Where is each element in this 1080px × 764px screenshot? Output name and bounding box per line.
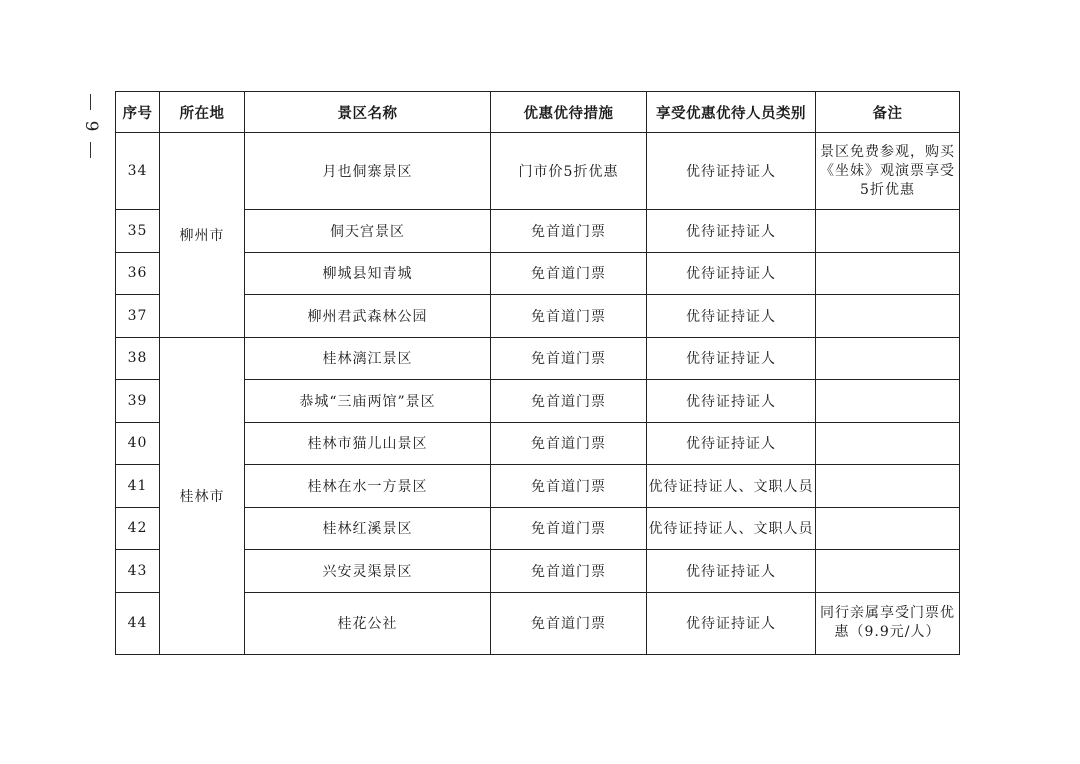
discount-measure: 免首道门票	[491, 210, 647, 253]
page-number	[80, 94, 102, 158]
discount-measure: 免首道门票	[491, 550, 647, 593]
row-no: 37	[116, 295, 160, 338]
scenic-name: 侗天宫景区	[245, 210, 491, 253]
note-cell	[816, 295, 960, 338]
discount-measure: 免首道门票	[491, 422, 647, 465]
row-no: 42	[116, 507, 160, 550]
scenic-name: 兴安灵渠景区	[245, 550, 491, 593]
note-cell	[816, 252, 960, 295]
header-location: 所在地	[160, 92, 245, 133]
eligible-category: 优待证持证人	[647, 422, 816, 465]
row-no: 38	[116, 337, 160, 380]
scenic-name: 桂林漓江景区	[245, 337, 491, 380]
note-cell: 景区免费参观，购买《坐妹》观演票享受5折优惠	[816, 133, 960, 210]
eligible-category: 优待证持证人	[647, 592, 816, 654]
note-cell	[816, 380, 960, 423]
eligible-category: 优待证持证人	[647, 252, 816, 295]
eligible-category: 优待证持证人	[647, 337, 816, 380]
note-cell	[816, 337, 960, 380]
table-row	[116, 133, 960, 210]
scenic-name: 柳城县知青城	[245, 252, 491, 295]
discount-measure: 免首道门票	[491, 337, 647, 380]
discount-measure: 免首道门票	[491, 295, 647, 338]
location-cell: 桂林市	[160, 337, 245, 654]
row-no: 39	[116, 380, 160, 423]
scenic-name: 桂林在水一方景区	[245, 465, 491, 508]
note-cell	[816, 550, 960, 593]
discount-measure: 免首道门票	[491, 507, 647, 550]
eligible-category: 优待证持证人	[647, 380, 816, 423]
note-cell	[816, 422, 960, 465]
discount-table	[115, 91, 960, 655]
header-scenic-name: 景区名称	[245, 92, 491, 133]
scenic-name: 桂林市猫儿山景区	[245, 422, 491, 465]
row-no: 34	[116, 133, 160, 210]
note-cell	[816, 465, 960, 508]
note-cell: 同行亲属享受门票优惠（9.9元/人）	[816, 592, 960, 654]
eligible-category: 优待证持证人、文职人员	[647, 465, 816, 508]
row-no: 41	[116, 465, 160, 508]
discount-measure: 免首道门票	[491, 252, 647, 295]
table-row	[116, 337, 960, 380]
row-no: 40	[116, 422, 160, 465]
header-category: 享受优惠优待人员类别	[647, 92, 816, 133]
header-note: 备注	[816, 92, 960, 133]
eligible-category: 优待证持证人、文职人员	[647, 507, 816, 550]
eligible-category: 优待证持证人	[647, 550, 816, 593]
note-cell	[816, 507, 960, 550]
row-no: 35	[116, 210, 160, 253]
scenic-name: 恭城“三庙两馆”景区	[245, 380, 491, 423]
discount-measure: 免首道门票	[491, 465, 647, 508]
row-no: 36	[116, 252, 160, 295]
scenic-name: 桂林红溪景区	[245, 507, 491, 550]
scenic-name: 月也侗寨景区	[245, 133, 491, 210]
discount-measure: 门市价5折优惠	[491, 133, 647, 210]
note-cell	[816, 210, 960, 253]
scenic-name: 桂花公社	[245, 592, 491, 654]
header-measure: 优惠优待措施	[491, 92, 647, 133]
eligible-category: 优待证持证人	[647, 295, 816, 338]
eligible-category: 优待证持证人	[647, 210, 816, 253]
page-number-dash-bottom	[90, 142, 91, 158]
page-number-text: 9	[81, 120, 101, 132]
row-no: 43	[116, 550, 160, 593]
location-cell: 柳州市	[160, 133, 245, 338]
discount-measure: 免首道门票	[491, 380, 647, 423]
scenic-name: 柳州君武森林公园	[245, 295, 491, 338]
header-no: 序号	[116, 92, 160, 133]
table-header-row	[116, 92, 960, 133]
row-no: 44	[116, 592, 160, 654]
eligible-category: 优待证持证人	[647, 133, 816, 210]
page-number-dash-top	[90, 94, 91, 110]
discount-measure: 免首道门票	[491, 592, 647, 654]
